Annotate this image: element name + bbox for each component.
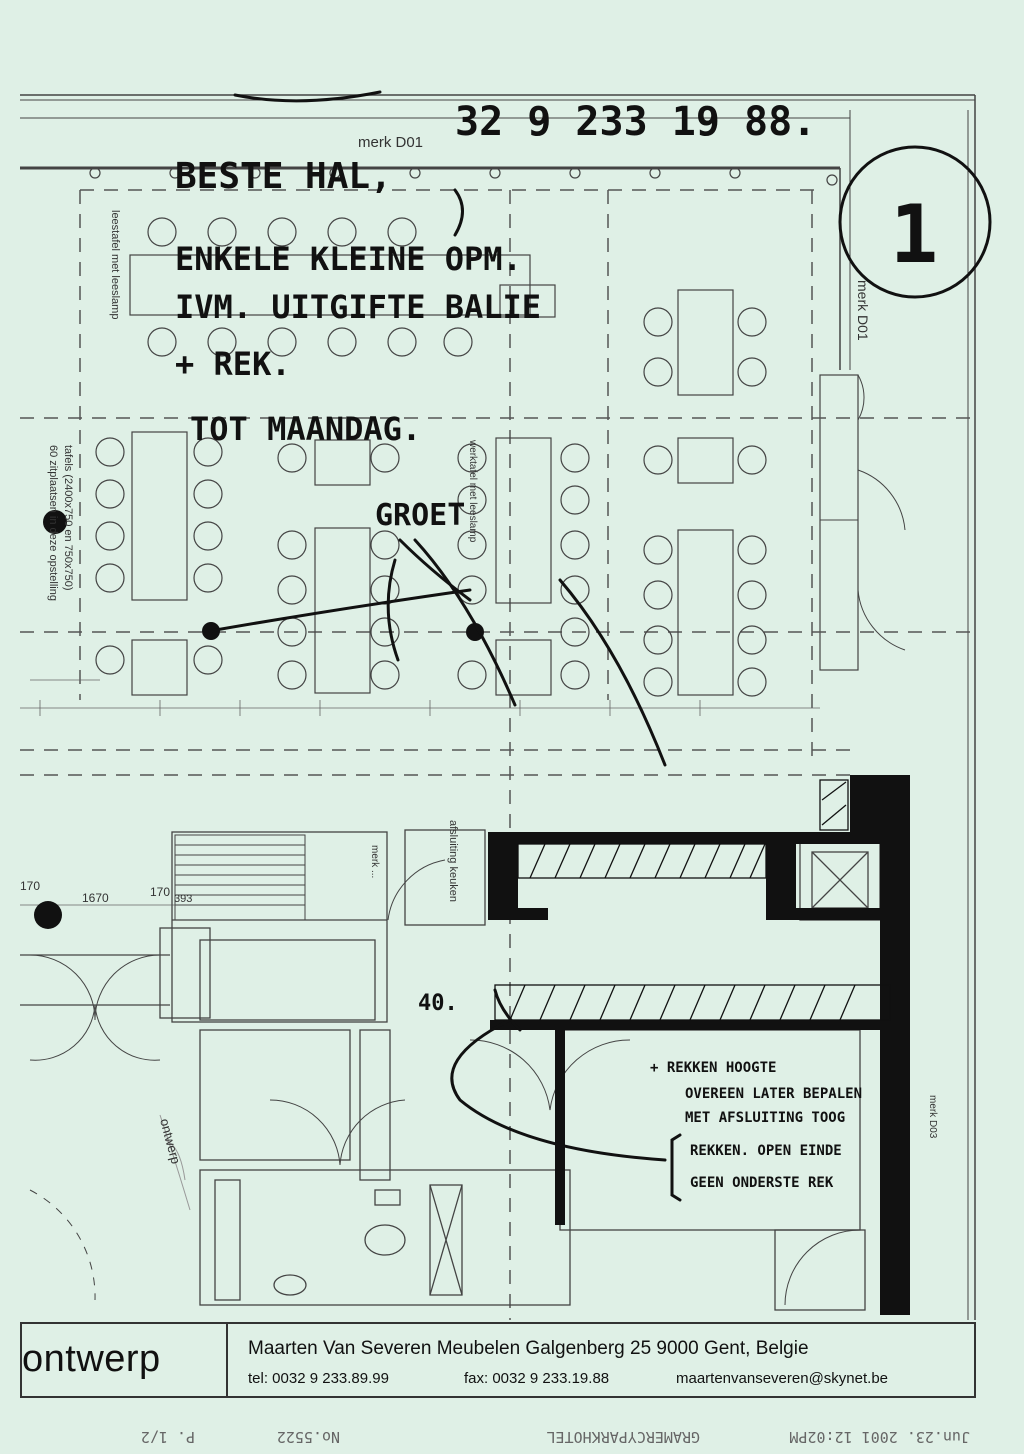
middle-table-label: werktafel met leeslamp — [467, 440, 478, 543]
heavy-walls — [488, 775, 910, 1315]
fax-sender: GRAMERCYPARKHOTEL — [546, 1428, 700, 1446]
merk-right-label: merk D01 — [855, 280, 871, 341]
note-line-6: GROET — [375, 498, 466, 533]
tafels-label-line1: tafels (2400x750 en 750x750) — [62, 445, 74, 591]
note-line-2: ENKELE KLEINE OPM. — [175, 240, 522, 278]
dimension-1670: 1670 — [82, 891, 109, 905]
margin-note-40: 40. — [418, 991, 458, 1016]
merk-small-label: merk ... — [369, 845, 380, 879]
note-line-4: + REK. — [175, 345, 291, 383]
title-block — [20, 1322, 976, 1398]
leestafel-label: leestafel met leeslamp — [109, 210, 121, 320]
fax-job-number: No.5522 — [276, 1428, 340, 1446]
dimension-lines — [20, 680, 820, 905]
shelf-note-line-1: + REKKEN HOOGTE — [650, 1060, 777, 1076]
note-line-3: IVM. UITGIFTE BALIE — [175, 288, 542, 326]
fax-transmission-header — [90, 1420, 970, 1446]
tafels-label-line2: 60 zitplaatsen in deze opstelling — [47, 445, 59, 601]
telephone-number: tel: 0032 9 233.89.99 — [248, 1370, 389, 1387]
dimension-170-b: 170 — [150, 885, 171, 899]
merk-top-label: merk D01 — [358, 134, 424, 151]
fax-date: Jun.23. 2001 12:02PM — [789, 1428, 970, 1446]
shelf-note-line-3: MET AFSLUITING TOOG — [685, 1110, 846, 1126]
ontwerp-logo: ontwerp — [22, 1338, 161, 1380]
punch-holes — [34, 510, 484, 929]
shelf-note-line-5: GEEN ONDERSTE REK — [690, 1175, 834, 1191]
merk-d03-label: merk D03 — [927, 1095, 938, 1139]
phone-number-note: 32 9 233 19 88. — [455, 99, 817, 145]
shelf-note-line-2: OVEREEN LATER BEPALEN — [685, 1086, 863, 1102]
email-address: maartenvanseveren@skynet.be — [676, 1370, 889, 1387]
afsluiting-label: afsluiting keuken — [447, 820, 459, 902]
shelf-note-line-4: REKKEN. OPEN EINDE — [690, 1143, 842, 1159]
dimension-393: 393 — [174, 893, 193, 905]
staircase — [175, 835, 305, 920]
tables — [132, 432, 733, 695]
fax-number: fax: 0032 9 233.19.88 — [464, 1370, 610, 1387]
pencil-signature: ontwerp — [157, 1116, 184, 1166]
counter-hatching — [495, 780, 890, 1020]
note-line-1: BESTE HAL, — [175, 156, 392, 197]
page-number-note: 1 — [890, 188, 939, 281]
note-line-5: TOT MAANDAG. — [190, 410, 422, 448]
fax-page: P. 1/2 — [140, 1428, 195, 1446]
company-address: Maarten Van Severen Meubelen Galgenberg 25 9000 Gent, Belgie — [248, 1338, 809, 1359]
dimension-170-a: 170 — [20, 879, 41, 893]
logo-cell — [22, 1324, 228, 1396]
